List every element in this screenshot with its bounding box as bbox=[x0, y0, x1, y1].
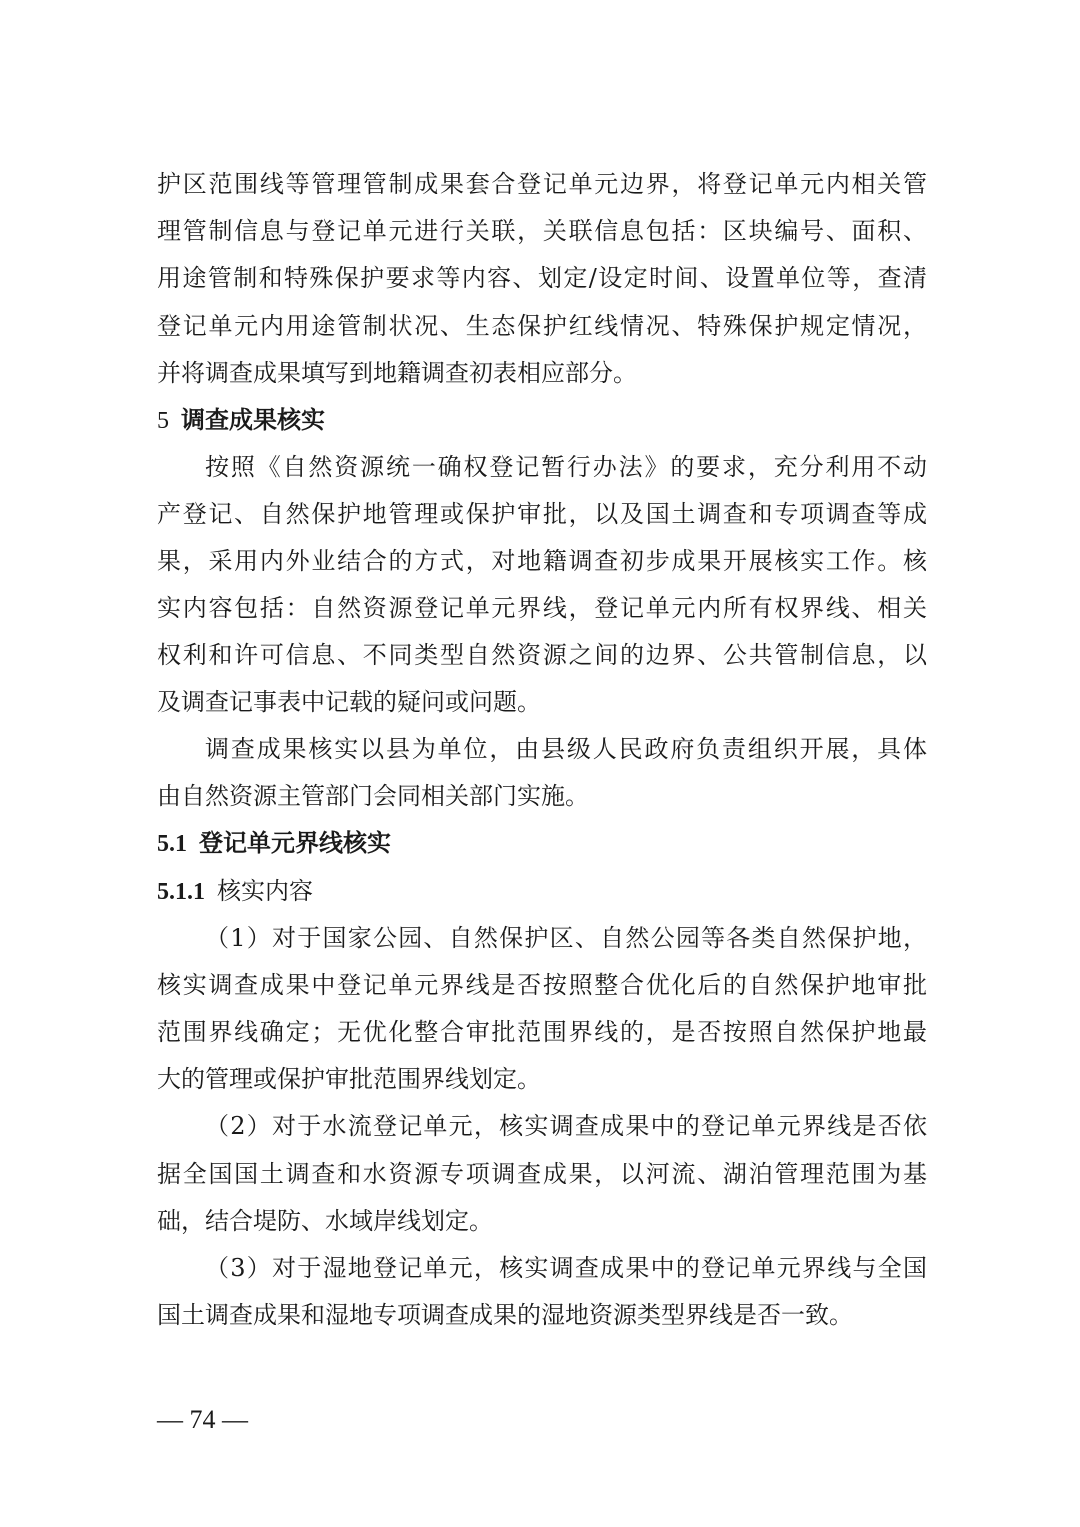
section-title: 登记单元界线核实 bbox=[199, 829, 391, 857]
section-5-paragraph-1-line: 实内容包括：自然资源登记单元界线，登记单元内所有权界线、相关 bbox=[157, 594, 927, 622]
intro-paragraph-line: 理管制信息与登记单元进行关联，关联信息包括：区块编号、面积、 bbox=[157, 217, 927, 245]
list-item-3-line: 国土调查成果和湿地专项调查成果的湿地资源类型界线是否一致。 bbox=[157, 1301, 853, 1329]
list-item-1-line: （1）对于国家公园、自然保护区、自然公园等各类自然保护地， bbox=[205, 924, 927, 952]
list-item-1-line: 核实调查成果中登记单元界线是否按照整合优化后的自然保护地审批 bbox=[157, 971, 927, 999]
section-5-paragraph-1-line: 权利和许可信息、不同类型自然资源之间的边界、公共管制信息，以 bbox=[157, 641, 927, 669]
list-item-2-line: 础，结合堤防、水域岸线划定。 bbox=[157, 1207, 493, 1235]
list-item-1-line: 范围界线确定；无优化整合审批范围界线的，是否按照自然保护地最 bbox=[157, 1018, 927, 1046]
intro-paragraph-line: 用途管制和特殊保护要求等内容、划定/设定时间、设置单位等，查清 bbox=[157, 264, 927, 292]
section-5-1-heading bbox=[157, 828, 927, 859]
page-number: — 74 — bbox=[157, 1405, 248, 1434]
list-item-3-line: （3）对于湿地登记单元，核实调查成果中的登记单元界线与全国 bbox=[205, 1254, 927, 1282]
section-5-paragraph-1-line: 果，采用内外业结合的方式，对地籍调查初步成果开展核实工作。核 bbox=[157, 547, 927, 575]
list-item-2-line: （2）对于水流登记单元，核实调查成果中的登记单元界线是否依 bbox=[205, 1112, 927, 1140]
list-item-1-line: 大的管理或保护审批范围界线划定。 bbox=[157, 1065, 541, 1093]
section-5-paragraph-1-line: 产登记、自然保护地管理或保护审批，以及国土调查和专项调查等成 bbox=[157, 500, 927, 528]
list-item-2-line: 据全国国土调查和水资源专项调查成果，以河流、湖泊管理范围为基 bbox=[157, 1160, 927, 1188]
intro-paragraph-line: 护区范围线等管理管制成果套合登记单元边界，将登记单元内相关管 bbox=[157, 170, 927, 198]
section-title: 核实内容 bbox=[217, 877, 313, 905]
section-5-heading bbox=[157, 405, 927, 436]
section-number: 5 bbox=[157, 408, 169, 434]
section-5-paragraph-2-line: 由自然资源主管部门会同相关部门实施。 bbox=[157, 782, 589, 810]
section-number: 5.1.1 bbox=[157, 879, 205, 905]
section-title: 调查成果核实 bbox=[181, 406, 325, 434]
intro-paragraph-line: 登记单元内用途管制状况、生态保护红线情况、特殊保护规定情况， bbox=[157, 312, 927, 340]
section-number: 5.1 bbox=[157, 831, 187, 857]
section-5-paragraph-1-line: 按照《自然资源统一确权登记暂行办法》的要求，充分利用不动 bbox=[205, 453, 927, 481]
section-5-paragraph-2-line: 调查成果核实以县为单位，由县级人民政府负责组织开展，具体 bbox=[205, 735, 927, 763]
section-5-paragraph-1-line: 及调查记事表中记载的疑问或问题。 bbox=[157, 688, 541, 716]
section-5-1-1-heading bbox=[157, 876, 927, 907]
intro-paragraph-line: 并将调查成果填写到地籍调查初表相应部分。 bbox=[157, 359, 637, 387]
